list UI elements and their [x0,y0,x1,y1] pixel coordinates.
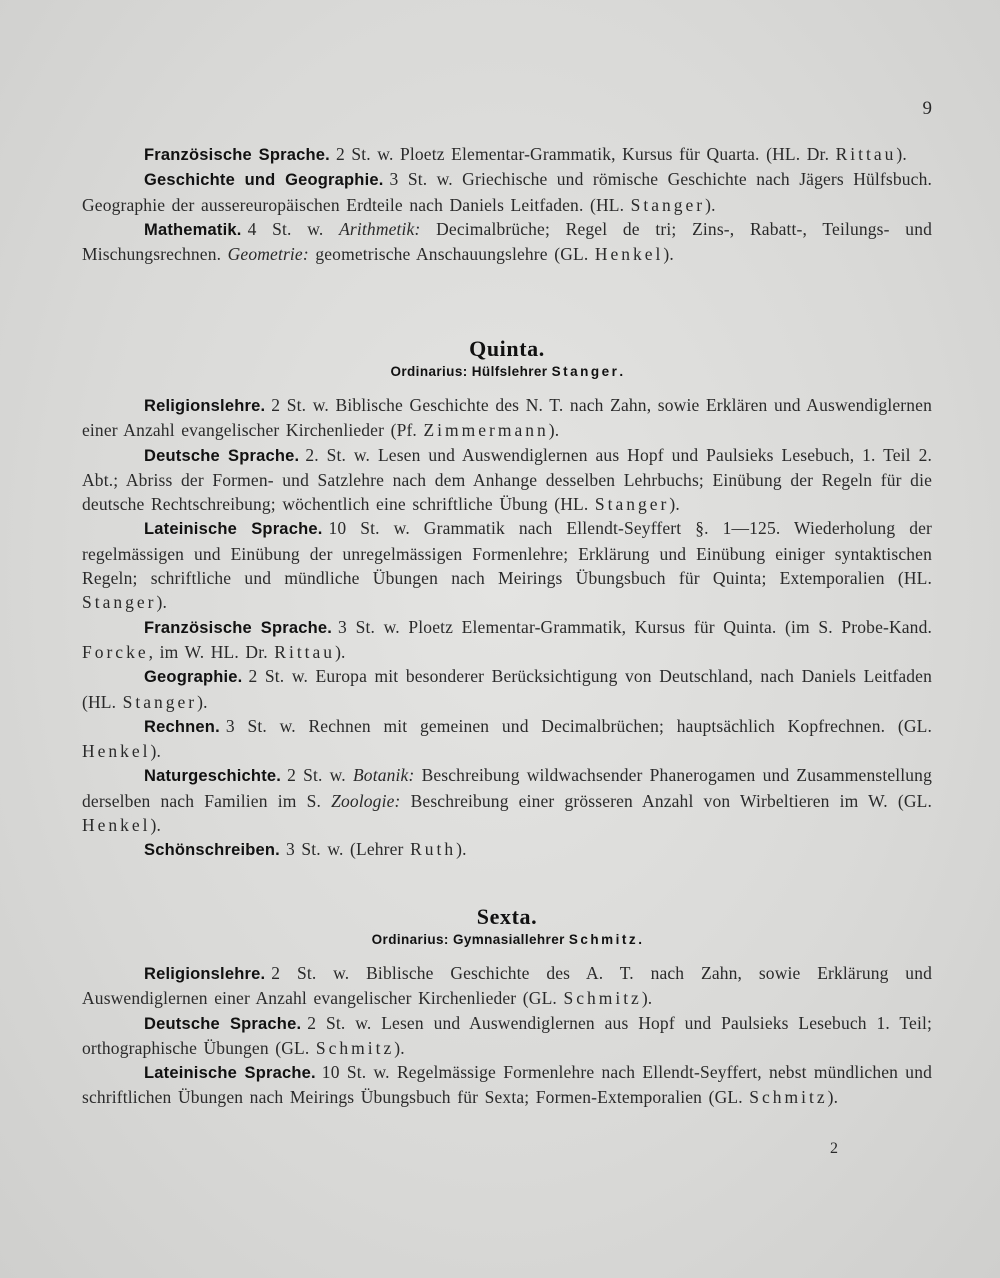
subject-heading: Naturgeschichte. [144,767,282,786]
teacher-name: Zimmermann [423,420,549,441]
subject-heading: Lateinische Sprache. [144,1064,316,1083]
teacher-name: Rittau [835,144,897,164]
section-quinta [82,336,932,863]
paragraph-naturgeschichte-quinta: Naturgeschichte. 2 St. w. Botanik: Beschreibung wildwachsender Phanerogamen und Zusammenstellung derselben nach Familien im S. Zoologie: Beschreibung einer grösseren Anzahl von Wirbeltieren im W. (GL. Henkel). [82,765,932,836]
subject-heading: Religionslehre. [144,397,266,415]
subject-heading: Lateinische Sprache. [144,520,323,539]
ordinarius-quinta: Ordinarius: Hülfslehrer Stanger. [390,364,624,379]
teacher-name: Schmitz [749,1087,828,1108]
teacher-name: Stanger [122,691,198,712]
paragraph-latein-sexta: Lateinische Sprache. 10 St. w. Regelmässige Formenlehre nach Ellendt-Seyffert, nebst mündlichen und schriftlichen Übungen nach Meirings Übungsbuch für Sexta; Formen-Extemporalien (GL. Schmitz). [82,1062,932,1108]
ordinarius-sexta: Ordinarius: Gymnasiallehrer Schmitz. [371,932,643,947]
paragraph-deutsch-sexta: Deutsche Sprache. 2 St. w. Lesen und Auswendiglernen aus Hopf und Paulsieks Lesebuch 1. Teil; orthographische Übungen (GL. Schmitz). [82,1012,932,1058]
page-number: 9 [922,98,932,119]
paragraph-schoenschreiben-quinta: Schönschreiben. 3 St. w. (Lehrer Ruth). [144,839,467,860]
subject-heading: Geschichte und Geographie. [144,171,384,190]
teacher-name: Rittau [274,641,336,662]
subject-heading: Geographie. [144,668,243,687]
teacher-name: Henkel [594,244,664,265]
subject-heading: Deutsche Sprache. [144,1014,302,1033]
teacher-name: Stanger [82,592,157,613]
teacher-name: Stanger [594,494,670,515]
subject-heading: Mathematik. [144,220,242,239]
paragraph-geographie-quinta: Geographie. 2 St. w. Europa mit besonderer Berücksichtigung von Deutschland, nach Daniels Leitfaden (HL. Stanger). [82,666,932,712]
teacher-name: Henkel [82,741,151,762]
section-heading-quinta: Quinta. [469,336,545,361]
paragraph-rechnen-quinta: Rechnen. 3 St. w. Rechnen mit gemeinen und Decimalbrüchen; hauptsächlich Kopfrechnen. (GL. Henkel). [82,715,932,762]
teacher-name: Stanger [630,194,706,215]
quarta-continuation [82,142,932,266]
teacher-name: Forcke [82,641,149,662]
paragraph-religion-sexta: Religionslehre. 2 St. w. Biblische Geschichte des A. T. nach Zahn, sowie Erklärung und Auswendiglernen einer Anzahl evangelischer Kirchenlieder (GL. Schmitz). [82,963,932,1009]
paragraph-geschichte-quarta: Geschichte und Geographie. 3 St. w. Griechische und römische Geschichte nach Jägers Hülfsbuch. Geographie der aussereuropäischen Erdteile nach Daniels Leitfaden. (HL. Stanger). [82,169,933,215]
teacher-name: Schmitz [315,1037,395,1058]
section-heading-sexta: Sexta. [476,904,538,929]
teacher-name: Henkel [82,815,151,836]
paragraph-franzoesisch-quinta: Französische Sprache. 3 St. w. Ploetz Elementar-Grammatik, Kursus für Quinta. (im S. Probe-Kand. Forcke, im W. HL. Dr. Rittau). [82,616,933,662]
subject-heading: Französische Sprache. [144,146,330,164]
subject-heading: Französische Sprache. [144,618,333,637]
paragraph-franzoesisch-quarta: Französische Sprache. 2 St. w. Ploetz Elementar-Grammatik, Kursus für Quarta. (HL. Dr. Rittau). [144,144,907,164]
teacher-name: Schmitz [563,988,642,1009]
paragraph-mathematik-quarta: Mathematik. 4 St. w. Arithmetik: Decimalbrüche; Regel de tri; Zins-, Rabatt-, Teilungs- und Mischungsrechnen. Geometrie: geometrische Anschauungslehre (GL. Henkel). [82,218,932,265]
paragraph-religion-quinta: Religionslehre. 2 St. w. Biblische Geschichte des N. T. nach Zahn, sowie Erklären und Auswendiglernen einer Anzahl evangelischer Kirchenlieder (Pf. Zimmermann). [82,395,932,441]
subject-heading: Rechnen. [144,717,220,736]
subject-heading: Religionslehre. [144,965,266,983]
section-sexta [82,904,932,1110]
paragraph-latein-quinta: Lateinische Sprache. 10 St. w. Grammatik nach Ellendt-Seyffert §. 1—125. Wiederholung der regelmässigen und Einübung der unregelmässigen Formenlehre; Erklärung und Einübung einiger syntaktischen Regeln; schriftliche und mündliche Übungen nach Meirings Übungsbuch für Quinta; Extemporalien (HL. Stanger). [82,518,932,613]
subject-heading: Deutsche Sprache. [144,446,300,465]
subject-heading: Schönschreiben. [144,841,280,860]
signature-mark: 2 [830,1140,838,1157]
paragraph-deutsch-quinta: Deutsche Sprache. 2. St. w. Lesen und Auswendiglernen aus Hopf und Paulsieks Lesebuch, 1. Teil 2. Abt.; Abriss der Formen- und Satzlehre nach dem Anhange desselben Lehrbuchs; Einübung der Regeln für die deutsche Rechtschreibung; wöchentlich eine schriftliche Übung (HL. Stanger). [82,444,932,515]
teacher-name: Ruth [410,839,457,860]
